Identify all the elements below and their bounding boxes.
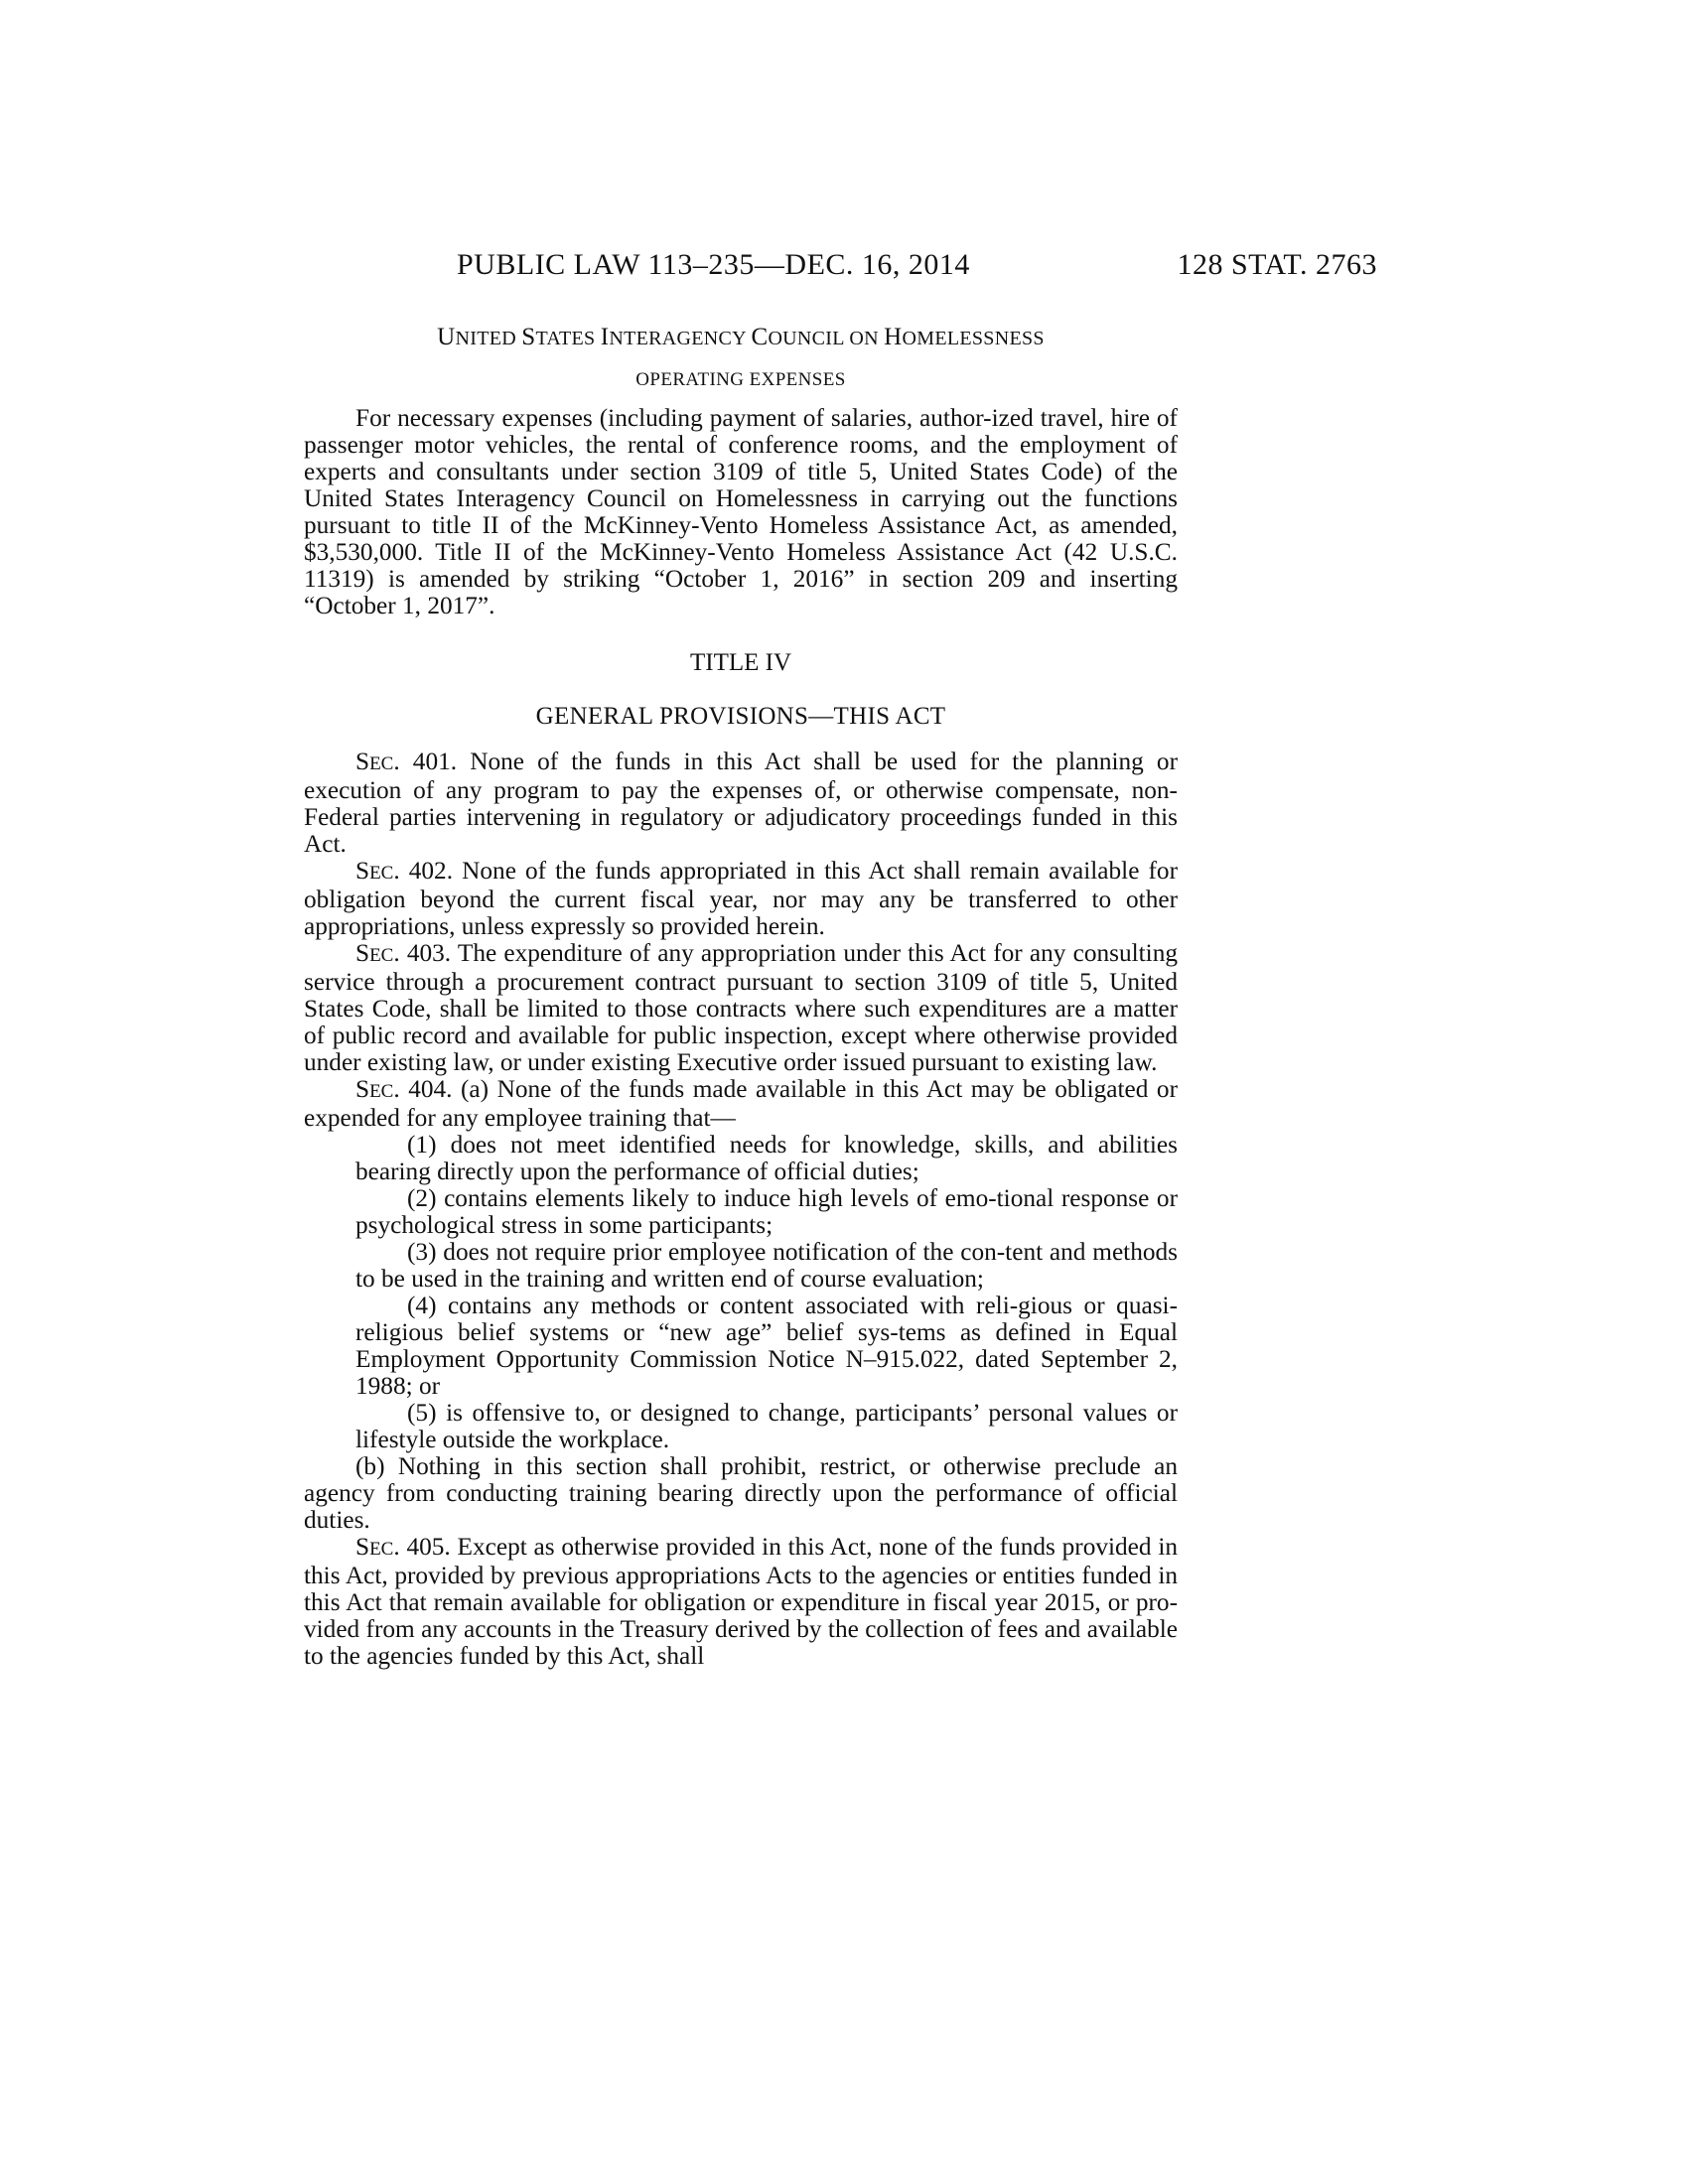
section-401: SEC. 401. None of the funds in this Act shall be used for the planning or execution of any program to pay the expenses of, or otherwise compensate, non-Federal parties intervening in regulatory or adjudicatory proceedings funded in this Act. [304,748,1179,858]
agency-heading: UNITED STATES INTERAGENCY COUNCIL ON HOMELESSNESS [437,324,1045,350]
section-404-items [304,1132,1178,1453]
general-provisions-heading: GENERAL PROVISIONS—THIS ACT [535,703,946,730]
section-404-item: (1) does not meet identified needs for knowledge, skills, and abilities bearing directly upon the performance of official duties; [355,1131,1178,1185]
running-title: PUBLIC LAW 113–235—DEC. 16, 2014 [457,248,970,281]
section-404-item: (2) contains elements likely to induce high levels of emo-tional response or psychological stress in some participants; [355,1184,1178,1239]
document-body [304,324,1178,1670]
section-404-item: (4) contains any methods or content associated with reli-gious or quasi-religious belief systems or “new age” belief sys-tems as defined in Equal Employment Opportunity Commission Notice N–915.022, dated September 2, 1988; or [355,1292,1178,1400]
section-405: SEC. 405. Except as otherwise provided in this Act, none of the funds provided in this Act, provided by previous appropriations Acts to the agencies or entities funded in this Act that remain available for obligation or expenditure in fiscal year 2015, or pro-vided from any accounts in the Treasury derived by the collection of fees and available to the agencies funded by this Act, shall [304,1533,1178,1670]
section-402: SEC. 402. None of the funds appropriated in this Act shall remain available for obligation beyond the current fiscal year, nor may any be transferred to other appropriations, unless expressly so provided herein. [304,857,1178,940]
operating-expenses-paragraph: For necessary expenses (including payment of salaries, author-ized travel, hire of passenger motor vehicles, the rental of conference rooms, and the employment of experts and consultants under section 3109 of title 5, United States Code) of the United States Interagency Council on Homelessness in carrying out the functions pursuant to title II of the McKinney-Vento Homeless Assistance Act, as amended, $3,530,000. Title II of the McKinney-Vento Homeless Assistance Act (42 U.S.C. 11319) is amended by striking “October 1, 2016” in section 209 and inserting “October 1, 2017”. [304,404,1178,619]
section-404-subsection-b: (b) Nothing in this section shall prohibit, restrict, or otherwise preclude an agency from conducting training bearing directly upon the performance of official duties. [304,1452,1178,1534]
operating-expenses-heading: OPERATING EXPENSES [635,369,846,390]
title-heading: TITLE IV [689,649,792,676]
page [298,248,1377,1670]
stat-page-number: 128 STAT. 2763 [1177,248,1377,281]
page-header [298,248,1377,298]
section-404: SEC. 404. (a) None of the funds made available in this Act may be obligated or expended for any employee training that— [304,1075,1178,1132]
section-403: SEC. 403. The expenditure of any appropriation under this Act for any consulting service through a procurement contract pursuant to section 3109 of title 5, United States Code, shall be limited to those contracts where such expenditures are a matter of public record and available for public inspection, except where otherwise provided under existing law, or under existing Executive order issued pursuant to existing law. [304,939,1178,1076]
section-404-item: (5) is offensive to, or designed to change, participants’ personal values or lifestyle outside the workplace. [355,1399,1178,1453]
section-404-item: (3) does not require prior employee notification of the con-tent and methods to be used in the training and written end of course evaluation; [355,1238,1178,1293]
